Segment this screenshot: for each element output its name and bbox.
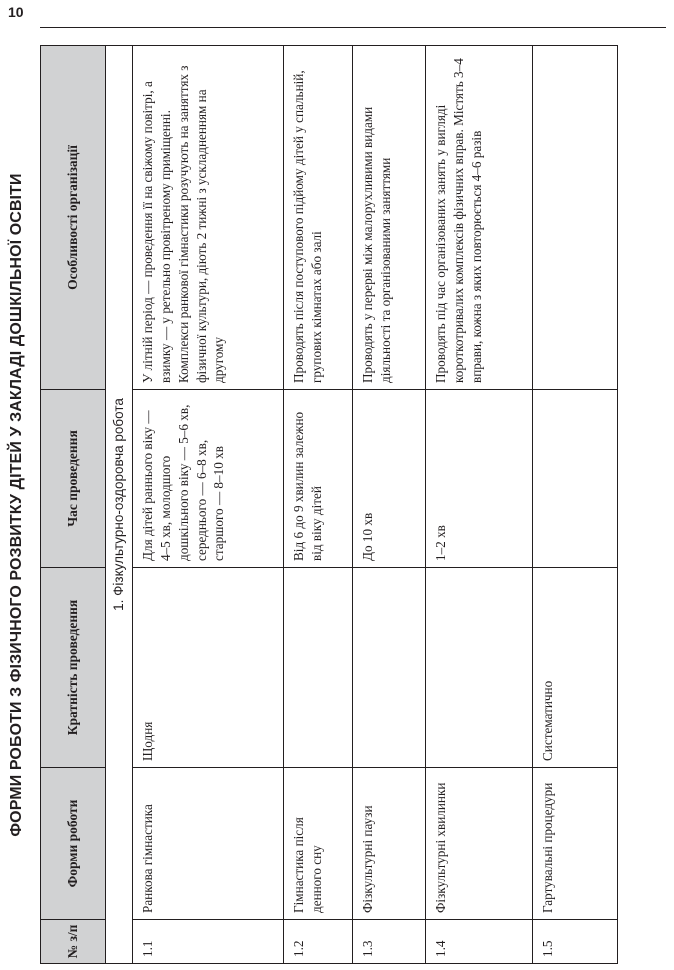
row-frequency (284, 568, 353, 768)
table-row (426, 46, 533, 964)
row-num: 1.2 (284, 920, 353, 964)
row-time: Від 6 до 9 хвилин залежно від віку дітей (284, 390, 353, 568)
row-time: Для дітей раннього віку — 4–5 хв, молодшого дошкільного віку — 5–6 хв, середнього — 6–8 хв, старшого — 8–10 хв (133, 390, 284, 568)
row-num: 1.3 (353, 920, 426, 964)
page-number: 10 (8, 4, 24, 20)
table-row (533, 46, 618, 964)
row-num: 1.5 (533, 920, 618, 964)
row-features: Проводять у перерві між малорухливими видами діяльності та організованими заняттями (353, 46, 426, 390)
row-frequency: Щодня (133, 568, 284, 768)
header-features: Особливості організації (41, 46, 106, 390)
row-features: У літній період — проведення її на свіжому повітрі, а взимку — у ретельно провітреному приміщенні. Комплекси ранкової гімнастики розучують на заняттях з фізичної культури, діють 2 тижні з ускладненням на другому (133, 46, 284, 390)
row-time: До 10 хв (353, 390, 426, 568)
row-features (533, 46, 618, 390)
section-title: 1. Фізкультурно-оздоровча робота (106, 46, 133, 964)
work-forms-table (40, 45, 618, 964)
rotated-page-content (0, 40, 615, 970)
row-frequency (353, 568, 426, 768)
header-rule (40, 27, 666, 28)
table-row (284, 46, 353, 964)
row-form: Фізкультурні хвилинки (426, 768, 533, 920)
table-row (133, 46, 284, 964)
row-form: Гімнастика після денного сну (284, 768, 353, 920)
header-form: Форми роботи (41, 768, 106, 920)
row-features: Проводять під час організованих занять у вигляді короткотривалих комплексів фізичних вправ. Містять 3–4 вправи, кожна з яких повторюється 4–6 разів (426, 46, 533, 390)
table-header-row (41, 46, 106, 964)
document-title: ФОРМИ РОБОТИ З ФІЗИЧНОГО РОЗВИТКУ ДІТЕЙ У ЗАКЛАДІ ДОШКІЛЬНОЇ ОСВІТИ (8, 173, 25, 837)
row-features: Проводять після поступового підйому дітей у спальній, групових кімнатах або залі (284, 46, 353, 390)
row-form: Ранкова гімнастика (133, 768, 284, 920)
header-num: № з/п (41, 920, 106, 964)
row-form: Фізкультурні паузи (353, 768, 426, 920)
table-row (353, 46, 426, 964)
row-time (533, 390, 618, 568)
row-num: 1.4 (426, 920, 533, 964)
header-frequency: Кратність проведення (41, 568, 106, 768)
row-num: 1.1 (133, 920, 284, 964)
header-time: Час проведення (41, 390, 106, 568)
row-frequency: Систематично (533, 568, 618, 768)
section-row (106, 46, 133, 964)
row-frequency (426, 568, 533, 768)
row-form: Гартувальні процедури (533, 768, 618, 920)
row-time: 1–2 хв (426, 390, 533, 568)
